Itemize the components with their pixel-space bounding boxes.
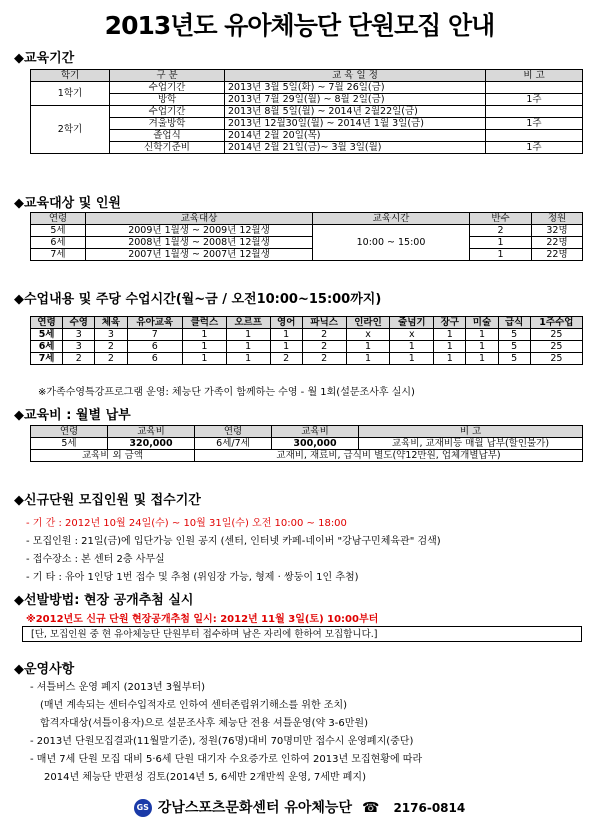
class-cell: 2 bbox=[302, 353, 346, 365]
class-header: 미술 bbox=[466, 317, 498, 329]
section-classes-heading: ◆수업내용 및 주당 수업시간(월~금 / 오전10:00~15:00까지) bbox=[14, 292, 382, 307]
fee-table bbox=[30, 425, 583, 462]
period-schedule: 2013년 12월30일(월) ~ 2014년 1월 3일(금) bbox=[225, 118, 486, 130]
class-header: 클럭스 bbox=[182, 317, 226, 329]
ops-line-3: 합격자대상(셔틀이용자)으로 설문조사후 체능단 전용 셔틀운영(약 3-6만원) bbox=[40, 718, 368, 729]
class-cell: 2 bbox=[270, 353, 302, 365]
ops-line-1: - 셔틀버스 운영 폐지 (2013년 3월부터) bbox=[30, 682, 206, 693]
period-type: 수업기간 bbox=[110, 106, 225, 118]
period-type: 졸업식 bbox=[110, 130, 225, 142]
table-row bbox=[31, 341, 583, 353]
period-schedule: 2014년 2월 21일(금)~ 3월 3일(월) bbox=[225, 142, 486, 154]
table-row bbox=[31, 237, 583, 249]
period-note bbox=[486, 106, 583, 118]
table-row bbox=[31, 329, 583, 341]
class-cell: 3 bbox=[95, 329, 127, 341]
target-classes: 1 bbox=[470, 237, 532, 249]
class-cell: 1 bbox=[270, 341, 302, 353]
fee-extra-label: 교육비 외 금액 bbox=[31, 450, 195, 462]
class-cell: 2 bbox=[95, 353, 127, 365]
class-cell: 2 bbox=[302, 341, 346, 353]
table-row bbox=[31, 118, 583, 130]
ops-line-6: 2014년 체능단 반편성 검토(2014년 5, 6세반 2개반씩 운영, 7세반 폐지) bbox=[44, 772, 366, 783]
target-capacity: 32명 bbox=[532, 225, 583, 237]
fee-amount-2: 300,000 bbox=[272, 438, 359, 450]
period-note bbox=[486, 82, 583, 94]
class-age: 6세 bbox=[31, 341, 63, 353]
phone-icon: ☎ bbox=[361, 800, 380, 816]
class-cell: 6 bbox=[127, 341, 182, 353]
class-header: 체육 bbox=[95, 317, 127, 329]
class-header: 유아교육 bbox=[127, 317, 182, 329]
fee-amount: 320,000 bbox=[108, 438, 195, 450]
table-row bbox=[31, 225, 583, 237]
class-cell: 25 bbox=[530, 353, 582, 365]
class-cell: 1 bbox=[226, 353, 270, 365]
target-group: 2008년 1월생 ~ 2008년 12월생 bbox=[86, 237, 313, 249]
period-header-type: 구 분 bbox=[110, 70, 225, 82]
target-group: 2007년 1월생 ~ 2007년 12월생 bbox=[86, 249, 313, 261]
class-cell: 5 bbox=[498, 353, 530, 365]
ops-line-4: - 2013년 단원모집결과(11월말기준), 정원(76명)대비 70명미만 접수시 운영폐지(중단) bbox=[30, 736, 414, 747]
class-cell: 1 bbox=[182, 353, 226, 365]
class-cell: 1 bbox=[466, 341, 498, 353]
class-header: 파닉스 bbox=[302, 317, 346, 329]
recruit-place: - 접수장소 : 본 센터 2층 사무실 bbox=[26, 554, 165, 565]
class-cell: 2 bbox=[63, 353, 95, 365]
target-header-group: 교육대상 bbox=[86, 213, 313, 225]
ops-line-5: - 매년 7세 단원 모집 대비 5·6세 단원 대기자 수요증가로 인하여 2013년 모집현황에 따라 bbox=[30, 754, 423, 765]
period-schedule: 2013년 3월 5일(화) ~ 7월 26일(금) bbox=[225, 82, 486, 94]
page-title: 2013년도 유아체능단 단원모집 안내 bbox=[104, 11, 495, 40]
class-age: 5세 bbox=[31, 329, 63, 341]
class-cell: x bbox=[390, 329, 434, 341]
table-row bbox=[31, 94, 583, 106]
target-classes: 2 bbox=[470, 225, 532, 237]
footer bbox=[0, 797, 599, 817]
period-schedule: 2013년 7월 29일(월) ~ 8월 2일(금) bbox=[225, 94, 486, 106]
footer-org: 강남스포츠문화센터 유아체능단 bbox=[157, 800, 352, 816]
table-row bbox=[31, 450, 583, 462]
period-table bbox=[30, 69, 583, 154]
class-header: 영어 bbox=[270, 317, 302, 329]
class-cell: 1 bbox=[270, 329, 302, 341]
fee-header-age: 연령 bbox=[31, 426, 108, 438]
class-note: ※가족수영특강프로그램 운영: 체능단 가족이 함께하는 수영 - 월 1회(설문조사후 실시) bbox=[38, 387, 415, 398]
class-cell: 6 bbox=[127, 353, 182, 365]
period-note: 1주 bbox=[486, 142, 583, 154]
class-cell: 3 bbox=[63, 329, 95, 341]
period-note bbox=[486, 130, 583, 142]
period-header-schedule: 교 육 일 정 bbox=[225, 70, 486, 82]
class-cell: 1 bbox=[182, 341, 226, 353]
class-cell: 7 bbox=[127, 329, 182, 341]
class-cell: 2 bbox=[302, 329, 346, 341]
class-cell: 1 bbox=[434, 353, 466, 365]
target-table bbox=[30, 212, 583, 261]
target-header-age: 연령 bbox=[31, 213, 86, 225]
period-schedule: 2014년 2월 20일(목) bbox=[225, 130, 486, 142]
period-header-term: 학기 bbox=[31, 70, 110, 82]
section-recruit-heading: ◆신규단원 모집인원 및 접수기간 bbox=[14, 493, 201, 508]
fee-extra-value: 교재비, 재료비, 급식비 별도(약12만원, 업체개별납부) bbox=[195, 450, 583, 462]
class-cell: 1 bbox=[346, 341, 390, 353]
class-cell: 1 bbox=[346, 353, 390, 365]
section-period-heading: ◆교육기간 bbox=[14, 51, 75, 66]
fee-note: 교육비, 교재비등 매월 납부(할인불가) bbox=[359, 438, 583, 450]
target-group: 2009년 1월생 ~ 2009년 12월생 bbox=[86, 225, 313, 237]
target-age: 5세 bbox=[31, 225, 86, 237]
section-ops-heading: ◆운영사항 bbox=[14, 662, 75, 677]
select-condition-box: [단, 모집인원 중 현 유아체능단 단원부터 접수하며 남은 자리에 한하여 모집합니다.] bbox=[22, 626, 582, 642]
period-type: 수업기간 bbox=[110, 82, 225, 94]
class-cell: 1 bbox=[390, 353, 434, 365]
table-row bbox=[31, 353, 583, 365]
class-cell: 25 bbox=[530, 329, 582, 341]
section-target-heading: ◆교육대상 및 인원 bbox=[14, 196, 121, 211]
class-header: 수영 bbox=[63, 317, 95, 329]
class-header: 1주수업 bbox=[530, 317, 582, 329]
class-cell: x bbox=[346, 329, 390, 341]
target-age: 7세 bbox=[31, 249, 86, 261]
fee-age-2: 6세/7세 bbox=[195, 438, 272, 450]
table-row bbox=[31, 142, 583, 154]
table-row bbox=[31, 130, 583, 142]
target-header-capacity: 정원 bbox=[532, 213, 583, 225]
class-cell: 1 bbox=[182, 329, 226, 341]
class-cell: 1 bbox=[226, 341, 270, 353]
class-table bbox=[30, 316, 583, 365]
target-time: 10:00 ~ 15:00 bbox=[313, 225, 470, 261]
class-header: 오르프 bbox=[226, 317, 270, 329]
class-header: 급식 bbox=[498, 317, 530, 329]
target-age: 6세 bbox=[31, 237, 86, 249]
table-row bbox=[31, 82, 583, 94]
section-select-heading: ◆선발방법: 현장 공개추첨 실시 bbox=[14, 593, 194, 608]
period-term-1: 1학기 bbox=[31, 82, 110, 106]
period-type: 방학 bbox=[110, 94, 225, 106]
class-cell: 2 bbox=[95, 341, 127, 353]
fee-header-fee: 교육비 bbox=[108, 426, 195, 438]
period-schedule: 2013년 8월 5일(월) ~ 2014년 2월22일(금) bbox=[225, 106, 486, 118]
footer-phone: 2176-0814 bbox=[393, 801, 466, 815]
class-cell: 1 bbox=[226, 329, 270, 341]
fee-header-age-2: 연령 bbox=[195, 426, 272, 438]
select-notice: ※2012년도 신규 단원 현장공개추첨 일시: 2012년 11월 3일(토) 10:00부터 bbox=[26, 614, 379, 625]
class-cell: 1 bbox=[434, 329, 466, 341]
period-type: 겨울방학 bbox=[110, 118, 225, 130]
class-header: 연령 bbox=[31, 317, 63, 329]
center-logo-icon: GS bbox=[134, 799, 152, 817]
target-capacity: 22명 bbox=[532, 237, 583, 249]
target-header-time: 교육시간 bbox=[313, 213, 470, 225]
class-cell: 5 bbox=[498, 341, 530, 353]
class-cell: 5 bbox=[498, 329, 530, 341]
class-header: 줄넘기 bbox=[390, 317, 434, 329]
class-cell: 3 bbox=[63, 341, 95, 353]
class-cell: 1 bbox=[466, 353, 498, 365]
recruit-other: - 기 타 : 유아 1인당 1번 접수 및 추첨 (위임장 가능, 형제 · 쌍둥이 1인 추첨) bbox=[26, 572, 359, 583]
recruit-period: - 기 간 : 2012년 10월 24일(수) ~ 10월 31일(수) 오전 10:00 ~ 18:00 bbox=[26, 518, 347, 529]
target-classes: 1 bbox=[470, 249, 532, 261]
fee-header-note: 비 고 bbox=[359, 426, 583, 438]
table-row bbox=[31, 249, 583, 261]
table-row bbox=[31, 438, 583, 450]
fee-header-fee-2: 교육비 bbox=[272, 426, 359, 438]
class-cell: 1 bbox=[434, 341, 466, 353]
recruit-capacity: - 모집인원 : 21일(금)에 입단가능 인원 공지 (센터, 인터넷 카페-네이버 "강남구민체육관" 검색) bbox=[26, 536, 441, 547]
period-note: 1주 bbox=[486, 94, 583, 106]
table-row bbox=[31, 106, 583, 118]
period-note: 1주 bbox=[486, 118, 583, 130]
class-header: 장구 bbox=[434, 317, 466, 329]
ops-line-2: (매년 계속되는 센터수입적자로 인하여 센터존립위기해소를 위한 조치) bbox=[40, 700, 348, 711]
period-term-2: 2학기 bbox=[31, 106, 110, 154]
period-header-note: 비 고 bbox=[486, 70, 583, 82]
period-type: 신학기준비 bbox=[110, 142, 225, 154]
class-cell: 1 bbox=[390, 341, 434, 353]
class-cell: 25 bbox=[530, 341, 582, 353]
class-age: 7세 bbox=[31, 353, 63, 365]
fee-age: 5세 bbox=[31, 438, 108, 450]
section-fee-heading: ◆교육비 : 월별 납부 bbox=[14, 408, 131, 423]
target-capacity: 22명 bbox=[532, 249, 583, 261]
target-header-classes: 반수 bbox=[470, 213, 532, 225]
class-header: 인라인 bbox=[346, 317, 390, 329]
class-cell: 1 bbox=[466, 329, 498, 341]
